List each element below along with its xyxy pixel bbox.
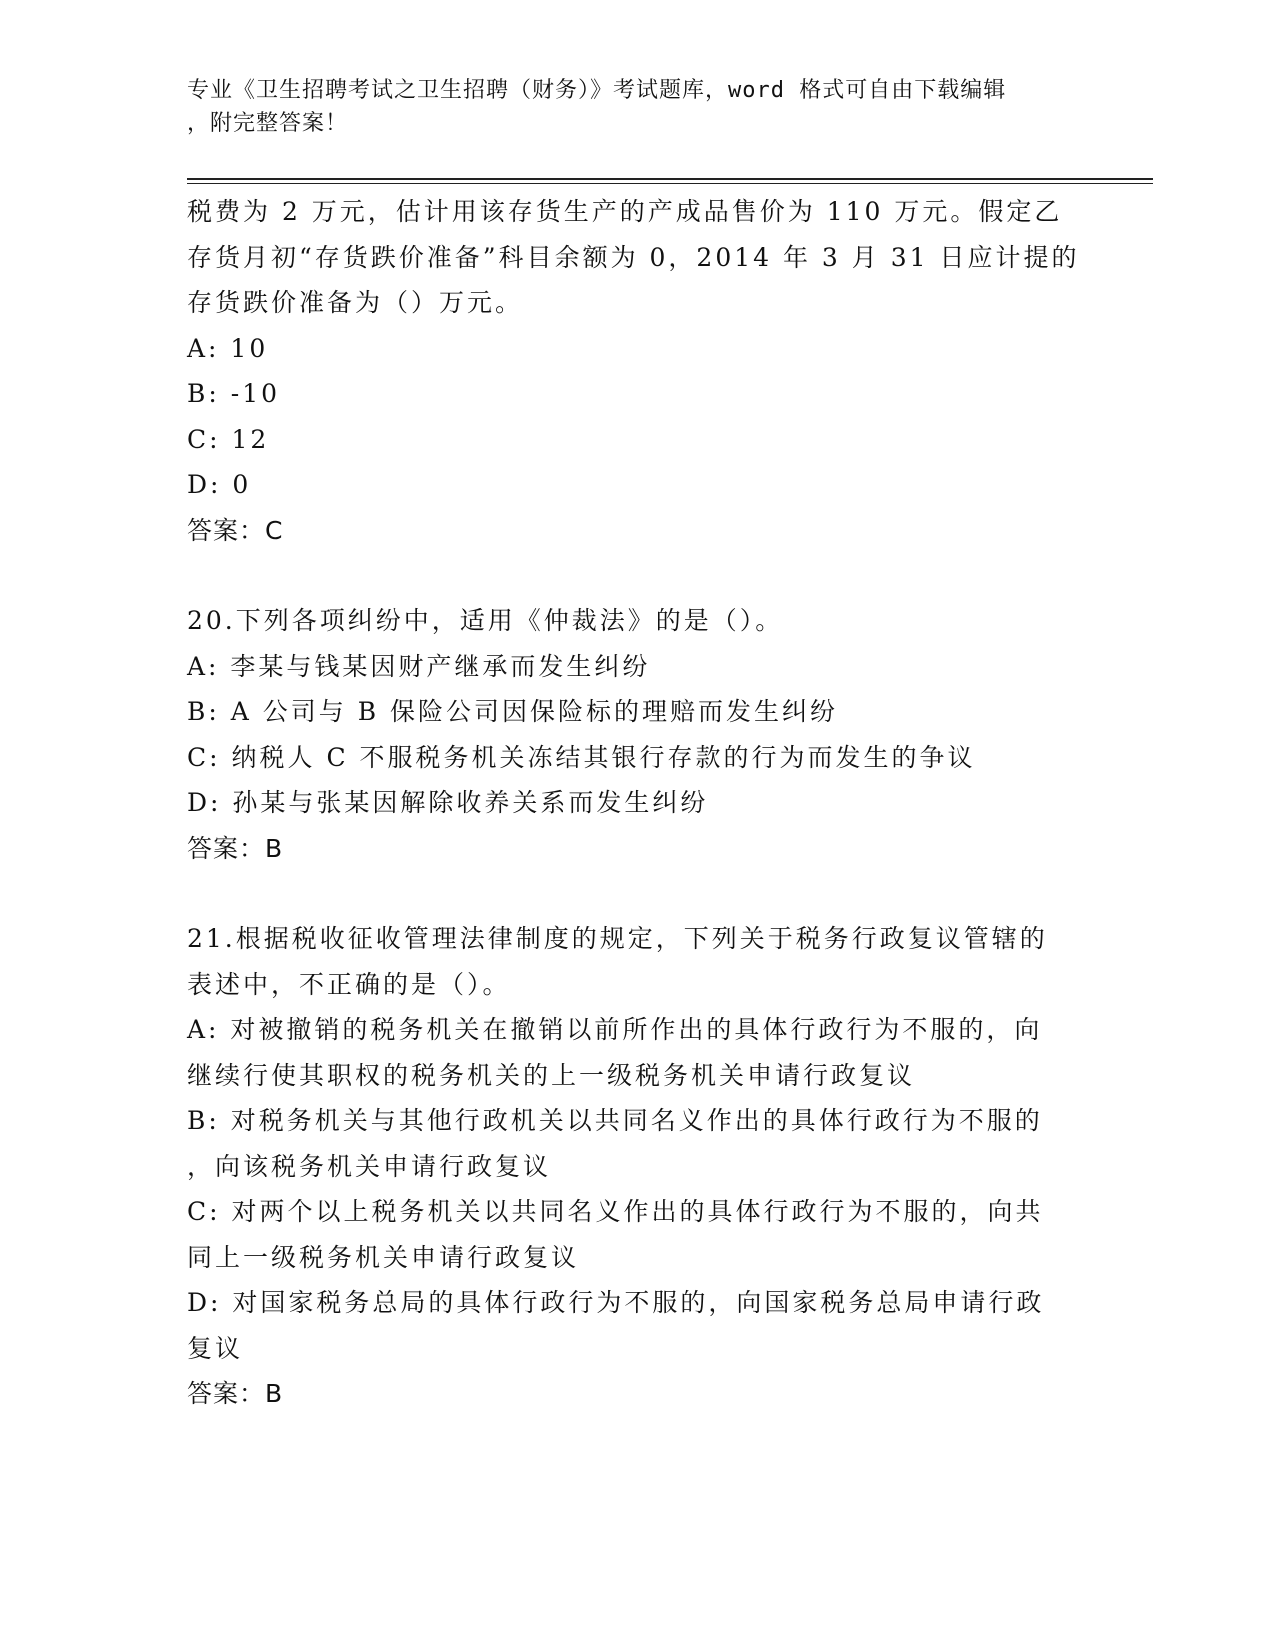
option-a: A: 李某与钱某因财产继承而发生纠纷 xyxy=(187,651,651,681)
answer: 答案：B xyxy=(187,833,284,863)
header-line-1: 专业《卫生招聘考试之卫生招聘（财务）》考试题库，word 格式可自由下载编辑 xyxy=(187,78,1007,103)
option-b: B: 对税务机关与其他行政机关以共同名义作出的具体行政行为不服的 xyxy=(187,1106,1043,1135)
header-line-2: ，附完整答案！ xyxy=(187,111,349,136)
option-d: D: 对国家税务总局的具体行政行为不服的，向国家税务总局申请行政 xyxy=(187,1288,1045,1317)
option-b: B: -10 xyxy=(187,379,280,408)
option-d: D: 孙某与张某因解除收养关系而发生纠纷 xyxy=(187,788,709,817)
option-c: C: 12 xyxy=(187,424,270,454)
header-divider-thin xyxy=(187,183,1153,184)
option-c-continued: 同上一级税务机关申请行政复议 xyxy=(187,1242,580,1272)
question-21-stem-line: 表述中，不正确的是（）。 xyxy=(187,969,511,999)
option-a: A: 对被撤销的税务机关在撤销以前所作出的具体行政行为不服的，向 xyxy=(187,1015,1043,1044)
option-b-continued: ，向该税务机关申请行政复议 xyxy=(187,1151,552,1181)
question-21 xyxy=(187,916,1077,1417)
answer: 答案：C xyxy=(187,515,284,545)
option-a-continued: 继续行使其职权的税务机关的上一级税务机关申请行政复议 xyxy=(187,1060,916,1090)
question-content xyxy=(187,189,1080,1417)
question-19-stem-line: 存货跌价准备为（）万元。 xyxy=(187,288,524,317)
spacer xyxy=(187,871,1077,916)
option-a: A: 10 xyxy=(187,333,269,363)
question-20-stem: 20.下列各项纠纷中，适用《仲裁法》的是（）。 xyxy=(187,606,784,635)
question-19-stem-line: 存货月初“存货跌价准备”科目余额为 0，2014 年 3 月 31 日应计提的 xyxy=(187,242,1080,272)
question-21-stem-line: 21.根据税收征收管理法律制度的规定，下列关于税务行政复议管辖的 xyxy=(187,924,1048,953)
question-19 xyxy=(187,189,1080,553)
option-c: C: 对两个以上税务机关以共同名义作出的具体行政行为不服的，向共 xyxy=(187,1197,1044,1226)
spacer xyxy=(187,553,1077,598)
option-c: C: 纳税人 C 不服税务机关冻结其银行存款的行为而发生的争议 xyxy=(187,742,976,772)
question-20 xyxy=(187,598,1077,871)
option-d: D: 0 xyxy=(187,470,252,499)
option-d-continued: 复议 xyxy=(187,1333,244,1363)
answer: 答案：B xyxy=(187,1379,284,1408)
header-divider-thick xyxy=(187,178,1153,180)
question-19-stem-line: 税费为 2 万元，估计用该存货生产的产成品售价为 110 万元。假定乙 xyxy=(187,197,1063,226)
document-header xyxy=(187,74,1067,140)
option-b: B: A 公司与 B 保险公司因保险标的理赔而发生纠纷 xyxy=(187,697,839,726)
